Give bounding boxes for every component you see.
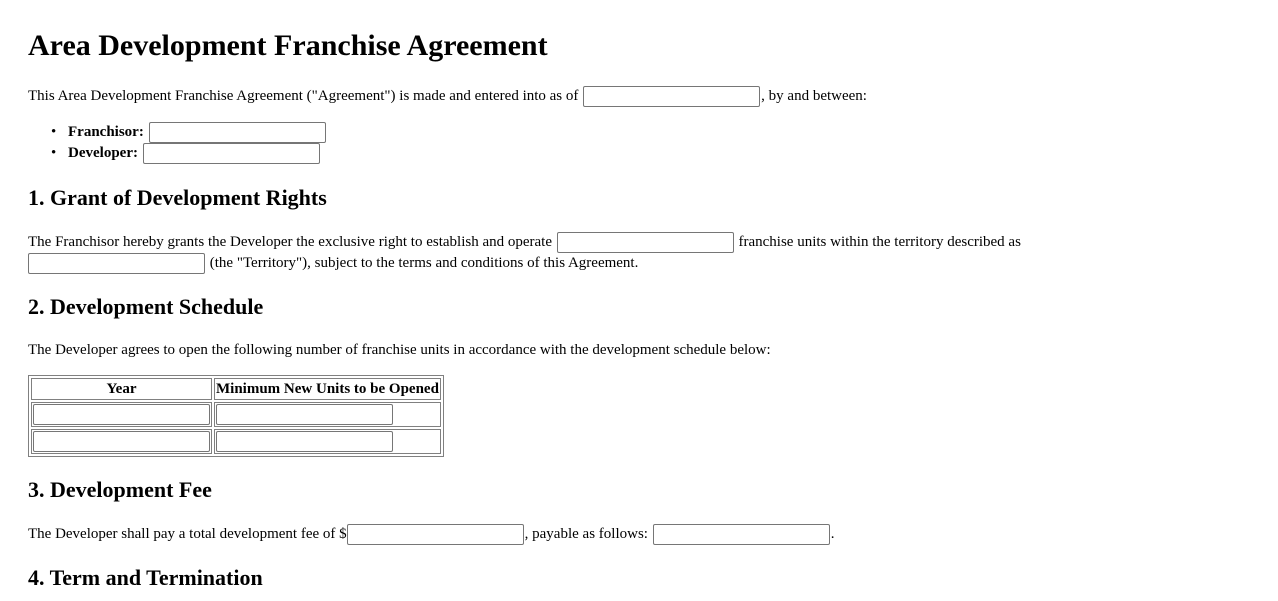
parties-list xyxy=(28,122,327,164)
bullet-icon: • xyxy=(51,124,57,140)
schedule-paragraph: The Developer agrees to open the following number of franchise units in accordance with the development schedule below: xyxy=(28,342,771,358)
table-cell-year xyxy=(31,402,212,427)
franchise-units-input[interactable] xyxy=(557,232,734,253)
fee-paragraph xyxy=(28,524,834,545)
column-header-units: Minimum New Units to be Opened xyxy=(214,378,441,400)
schedule-units-input[interactable] xyxy=(216,404,393,425)
party-label-franchisor: Franchisor: xyxy=(68,124,144,140)
intro-text-after: , by and between: xyxy=(761,88,867,104)
schedule-units-input[interactable] xyxy=(216,431,393,452)
intro-paragraph xyxy=(28,86,867,107)
grant-text-1: The Franchisor hereby grants the Developer the exclusive right to establish and operate xyxy=(28,234,556,250)
page-title: Area Development Franchise Agreement xyxy=(28,29,548,62)
territory-input[interactable] xyxy=(28,253,205,274)
party-label-developer: Developer: xyxy=(68,145,138,161)
table-cell-year xyxy=(31,429,212,454)
schedule-year-input[interactable] xyxy=(33,431,210,452)
grant-paragraph-line-2 xyxy=(28,253,638,274)
section-heading-term: 4. Term and Termination xyxy=(28,565,263,590)
intro-text-before: This Area Development Franchise Agreement ("Agreement") is made and entered into as of xyxy=(28,88,583,104)
section-heading-schedule: 2. Development Schedule xyxy=(28,294,264,319)
table-cell-units xyxy=(214,429,441,454)
table-cell-units xyxy=(214,402,441,427)
payment-terms-input[interactable] xyxy=(653,524,830,545)
development-fee-amount-input[interactable] xyxy=(347,524,524,545)
column-header-year: Year xyxy=(31,378,212,400)
fee-text-1: The Developer shall pay a total development fee of $ xyxy=(28,526,347,542)
fee-text-3: . xyxy=(830,526,835,542)
grant-paragraph-line-1 xyxy=(28,232,1021,253)
development-schedule-table xyxy=(28,375,444,457)
franchisor-input[interactable] xyxy=(149,122,326,143)
party-item-developer xyxy=(51,143,327,164)
party-item-franchisor xyxy=(51,122,327,143)
table-header-row xyxy=(31,378,441,400)
section-heading-grant: 1. Grant of Development Rights xyxy=(28,185,327,210)
section-heading-fee: 3. Development Fee xyxy=(28,477,212,502)
grant-text-3: (the "Territory"), subject to the terms and conditions of this Agreement. xyxy=(206,255,639,271)
table-row xyxy=(31,402,441,427)
schedule-year-input[interactable] xyxy=(33,404,210,425)
fee-text-2: , payable as follows: xyxy=(524,526,652,542)
bullet-icon: • xyxy=(51,145,57,161)
grant-text-2: franchise units within the territory described as xyxy=(734,234,1021,250)
developer-input[interactable] xyxy=(143,143,320,164)
table-row xyxy=(31,429,441,454)
agreement-date-input[interactable] xyxy=(583,86,760,107)
